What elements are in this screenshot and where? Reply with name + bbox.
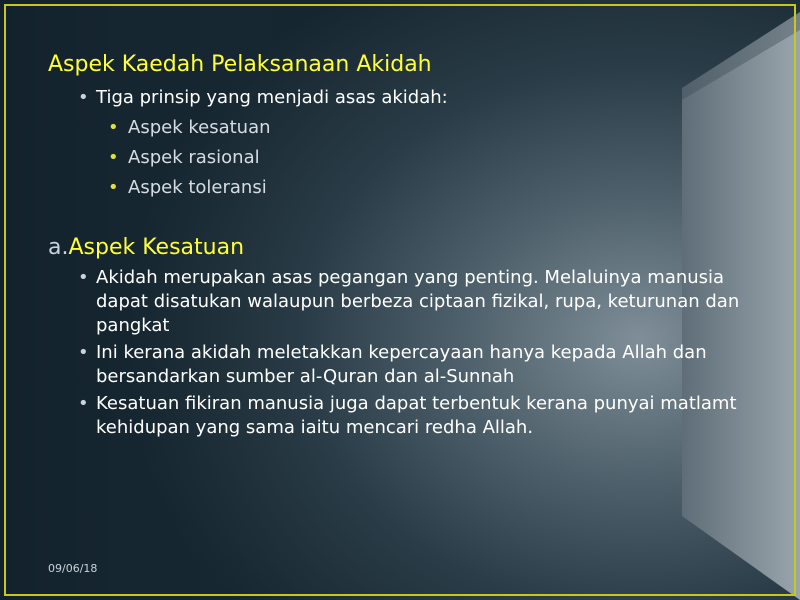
section-bullet-text: Akidah merupakan asas pegangan yang penting. Melaluinya manusia dapat disatukan walaupun berbeza ciptaan fizikal, rupa, keturunan dan pangkat xyxy=(96,267,740,336)
intro-bullet xyxy=(48,86,748,109)
bullet-dot: • xyxy=(78,342,89,363)
principle-text: Aspek rasional xyxy=(128,147,260,168)
section-title: Aspek Kesatuan xyxy=(68,235,245,260)
section-bullet xyxy=(48,266,746,338)
principle-item xyxy=(48,116,748,139)
slide-content xyxy=(48,50,748,440)
bullet-dot: • xyxy=(108,117,119,138)
bullet-dot: • xyxy=(78,87,89,108)
slide-title: Aspek Kaedah Pelaksanaan Akidah xyxy=(48,52,432,77)
footer-date: 09/06/18 xyxy=(48,562,98,575)
intro-bullet-text: Tiga prinsip yang menjadi asas akidah: xyxy=(96,87,448,108)
section-bullet xyxy=(48,341,746,389)
bullet-dot: • xyxy=(78,267,89,288)
section-bullet-text: Ini kerana akidah meletakkan kepercayaan hanya kepada Allah dan bersandarkan sumber al-Quran dan al-Sunnah xyxy=(96,342,707,387)
principle-item xyxy=(48,146,748,169)
section-prefix: a. xyxy=(48,235,69,260)
bullet-dot: • xyxy=(108,177,119,198)
principle-text: Aspek toleransi xyxy=(128,177,267,198)
section-heading xyxy=(48,233,748,263)
bullet-dot: • xyxy=(108,147,119,168)
principle-item xyxy=(48,176,748,199)
section-bullet xyxy=(48,392,746,440)
principle-text: Aspek kesatuan xyxy=(128,117,271,138)
section-bullet-text: Kesatuan fikiran manusia juga dapat terbentuk kerana punyai matlamt kehidupan yang sama iaitu mencari redha Allah. xyxy=(96,393,737,438)
bullet-dot: • xyxy=(78,393,89,414)
